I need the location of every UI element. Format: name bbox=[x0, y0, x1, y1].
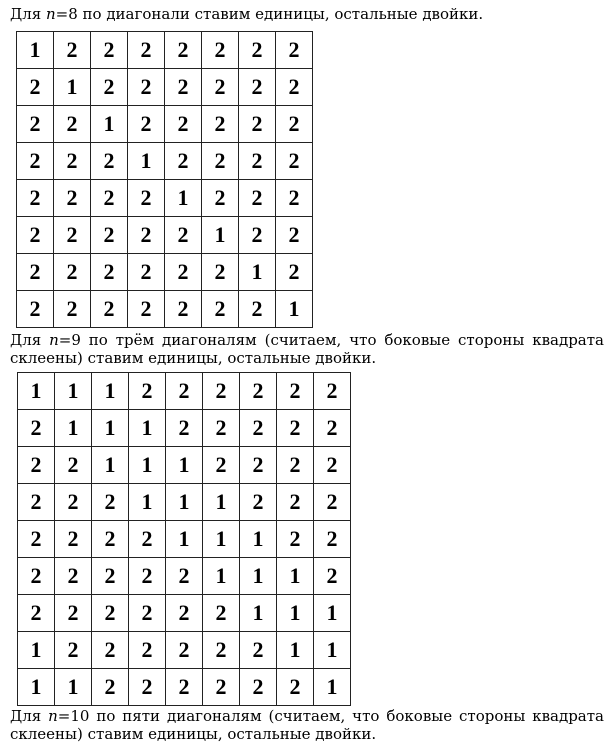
grid-cell: 2 bbox=[202, 254, 239, 291]
grid-cell: 1 bbox=[239, 254, 276, 291]
grid-cell: 2 bbox=[277, 410, 314, 447]
grid-cell: 2 bbox=[17, 180, 54, 217]
grid-cell: 1 bbox=[129, 484, 166, 521]
grid-cell: 2 bbox=[54, 291, 91, 328]
grid-cell: 2 bbox=[314, 373, 351, 410]
grid-cell: 2 bbox=[202, 106, 239, 143]
grid-cell: 2 bbox=[240, 484, 277, 521]
paragraph-n9 bbox=[10, 331, 604, 367]
grid-cell: 2 bbox=[92, 521, 129, 558]
grid-n8 bbox=[16, 31, 313, 328]
grid-cell: 2 bbox=[276, 106, 313, 143]
grid-cell: 2 bbox=[165, 254, 202, 291]
grid-cell: 1 bbox=[166, 484, 203, 521]
grid-cell: 2 bbox=[17, 291, 54, 328]
grid-cell: 2 bbox=[203, 410, 240, 447]
grid-cell: 1 bbox=[92, 410, 129, 447]
grid-cell: 2 bbox=[128, 254, 165, 291]
grid-cell: 2 bbox=[165, 217, 202, 254]
grid-cell: 1 bbox=[18, 669, 55, 706]
grid-cell: 2 bbox=[91, 32, 128, 69]
grid-cell: 2 bbox=[17, 106, 54, 143]
grid-row bbox=[18, 373, 351, 410]
grid-cell: 2 bbox=[166, 632, 203, 669]
grid-cell: 2 bbox=[314, 558, 351, 595]
grid-cell: 1 bbox=[277, 558, 314, 595]
grid-cell: 2 bbox=[239, 106, 276, 143]
grid-cell: 1 bbox=[240, 595, 277, 632]
grid-cell: 2 bbox=[165, 143, 202, 180]
grid-cell: 2 bbox=[203, 373, 240, 410]
grid-cell: 1 bbox=[129, 410, 166, 447]
grid-cell: 2 bbox=[54, 143, 91, 180]
grid-cell: 1 bbox=[240, 521, 277, 558]
paragraph-n9-pre: Для bbox=[10, 331, 50, 349]
grid-cell: 1 bbox=[240, 558, 277, 595]
grid-cell: 2 bbox=[203, 632, 240, 669]
grid-cell: 2 bbox=[92, 632, 129, 669]
grid-row bbox=[18, 595, 351, 632]
grid-cell: 1 bbox=[55, 410, 92, 447]
grid-cell: 2 bbox=[166, 558, 203, 595]
grid-cell: 1 bbox=[92, 373, 129, 410]
grid-cell: 2 bbox=[18, 484, 55, 521]
grid-cell: 2 bbox=[276, 32, 313, 69]
grid-cell: 2 bbox=[240, 373, 277, 410]
grid-cell: 2 bbox=[239, 143, 276, 180]
grid-cell: 2 bbox=[92, 558, 129, 595]
grid-cell: 2 bbox=[239, 32, 276, 69]
grid-cell: 1 bbox=[92, 447, 129, 484]
grid-cell: 2 bbox=[91, 143, 128, 180]
grid-cell: 2 bbox=[55, 484, 92, 521]
grid-cell: 1 bbox=[129, 447, 166, 484]
grid-cell: 2 bbox=[91, 69, 128, 106]
grid-cell: 1 bbox=[55, 669, 92, 706]
grid-cell: 2 bbox=[240, 447, 277, 484]
grid-cell: 1 bbox=[128, 143, 165, 180]
grid-cell: 2 bbox=[18, 447, 55, 484]
grid-cell: 2 bbox=[202, 32, 239, 69]
grid-cell: 2 bbox=[240, 669, 277, 706]
grid-cell: 2 bbox=[165, 291, 202, 328]
grid-cell: 2 bbox=[129, 558, 166, 595]
grid-row bbox=[17, 143, 313, 180]
grid-row bbox=[17, 180, 313, 217]
grid-cell: 2 bbox=[55, 447, 92, 484]
grid-cell: 2 bbox=[166, 595, 203, 632]
grid-cell: 2 bbox=[240, 410, 277, 447]
grid-cell: 2 bbox=[91, 254, 128, 291]
grid-cell: 2 bbox=[314, 521, 351, 558]
grid-row bbox=[17, 291, 313, 328]
grid-cell: 2 bbox=[17, 254, 54, 291]
grid-cell: 2 bbox=[314, 484, 351, 521]
grid-cell: 1 bbox=[166, 447, 203, 484]
grid-cell: 2 bbox=[17, 217, 54, 254]
grid-cell: 2 bbox=[203, 669, 240, 706]
paragraph-n10 bbox=[10, 707, 604, 743]
grid-cell: 2 bbox=[276, 69, 313, 106]
grid-cell: 1 bbox=[203, 558, 240, 595]
grid-cell: 2 bbox=[55, 558, 92, 595]
grid-cell: 2 bbox=[314, 447, 351, 484]
grid-cell: 2 bbox=[128, 106, 165, 143]
grid-cell: 2 bbox=[203, 447, 240, 484]
grid-cell: 1 bbox=[17, 32, 54, 69]
grid-cell: 2 bbox=[129, 595, 166, 632]
grid-cell: 1 bbox=[18, 632, 55, 669]
grid-cell: 2 bbox=[239, 291, 276, 328]
grid-cell: 2 bbox=[17, 69, 54, 106]
grid-row bbox=[17, 32, 313, 69]
grid-cell: 2 bbox=[166, 373, 203, 410]
grid-row bbox=[18, 484, 351, 521]
grid-cell: 1 bbox=[277, 632, 314, 669]
grid-cell: 1 bbox=[276, 291, 313, 328]
grid-cell: 2 bbox=[92, 484, 129, 521]
grid-cell: 2 bbox=[92, 595, 129, 632]
grid-cell: 2 bbox=[128, 180, 165, 217]
grid-cell: 2 bbox=[239, 180, 276, 217]
paragraph-n9-variable: n bbox=[49, 331, 59, 349]
grid-cell: 1 bbox=[55, 373, 92, 410]
grid-cell: 2 bbox=[54, 106, 91, 143]
grid-cell: 2 bbox=[54, 180, 91, 217]
grid-cell: 2 bbox=[129, 373, 166, 410]
grid-cell: 2 bbox=[91, 291, 128, 328]
paragraph-n10-variable: n bbox=[48, 707, 58, 725]
grid-cell: 2 bbox=[277, 484, 314, 521]
grid-cell: 1 bbox=[166, 521, 203, 558]
grid-row bbox=[18, 669, 351, 706]
grid-cell: 2 bbox=[17, 143, 54, 180]
paragraph-n8 bbox=[10, 5, 604, 23]
paragraph-n9-text: =9 по трём диагоналям (считаем, что боковые стороны квадрата склеены) ставим единицы, остальные двойки. bbox=[10, 331, 604, 367]
grid-cell: 1 bbox=[91, 106, 128, 143]
grid-cell: 1 bbox=[54, 69, 91, 106]
grid-cell: 1 bbox=[314, 632, 351, 669]
grid-cell: 2 bbox=[239, 69, 276, 106]
grid-cell: 1 bbox=[277, 595, 314, 632]
grid-row bbox=[18, 410, 351, 447]
grid-cell: 2 bbox=[203, 595, 240, 632]
grid-row bbox=[17, 69, 313, 106]
grid-cell: 2 bbox=[18, 521, 55, 558]
grid-cell: 2 bbox=[202, 69, 239, 106]
paragraph-n8-pre: Для bbox=[10, 5, 46, 23]
grid-cell: 2 bbox=[202, 143, 239, 180]
grid-row bbox=[17, 254, 313, 291]
grid-row bbox=[18, 558, 351, 595]
grid-cell: 2 bbox=[54, 254, 91, 291]
grid-cell: 1 bbox=[165, 180, 202, 217]
paragraph-n8-variable: n bbox=[45, 5, 56, 23]
grid-cell: 2 bbox=[129, 521, 166, 558]
grid-cell: 2 bbox=[166, 669, 203, 706]
grid-cell: 2 bbox=[202, 291, 239, 328]
grid-cell: 2 bbox=[128, 69, 165, 106]
grid-cell: 2 bbox=[129, 632, 166, 669]
grid-cell: 2 bbox=[128, 217, 165, 254]
grid-cell: 2 bbox=[129, 669, 166, 706]
grid-cell: 2 bbox=[277, 373, 314, 410]
grid-row bbox=[17, 106, 313, 143]
grid-cell: 1 bbox=[203, 484, 240, 521]
grid-cell: 1 bbox=[314, 669, 351, 706]
grid-cell: 2 bbox=[240, 632, 277, 669]
grid-cell: 2 bbox=[91, 217, 128, 254]
grid-cell: 2 bbox=[314, 410, 351, 447]
grid-cell: 2 bbox=[18, 558, 55, 595]
grid-n9 bbox=[17, 372, 351, 706]
grid-cell: 2 bbox=[55, 632, 92, 669]
grid-cell: 2 bbox=[239, 217, 276, 254]
grid-row bbox=[17, 217, 313, 254]
grid-cell: 2 bbox=[276, 143, 313, 180]
grid-row bbox=[18, 447, 351, 484]
grid-cell: 2 bbox=[128, 32, 165, 69]
grid-cell: 1 bbox=[203, 521, 240, 558]
grid-cell: 2 bbox=[128, 291, 165, 328]
grid-cell: 1 bbox=[202, 217, 239, 254]
grid-cell: 1 bbox=[18, 373, 55, 410]
grid-cell: 2 bbox=[55, 595, 92, 632]
grid-cell: 2 bbox=[277, 669, 314, 706]
grid-cell: 2 bbox=[18, 410, 55, 447]
grid-cell: 2 bbox=[18, 595, 55, 632]
grid-cell: 2 bbox=[92, 669, 129, 706]
grid-cell: 2 bbox=[277, 521, 314, 558]
paragraph-n8-text: =8 по диагонали ставим единицы, остальные двойки. bbox=[55, 5, 484, 23]
paragraph-n10-pre: Для bbox=[10, 707, 49, 725]
paragraph-n10-text: =10 по пяти диагоналям (считаем, что боковые стороны квадрата склеены) ставим единицы, остальные двойки. bbox=[10, 707, 604, 743]
grid-cell: 2 bbox=[54, 217, 91, 254]
grid-cell: 2 bbox=[165, 106, 202, 143]
grid-cell: 2 bbox=[165, 69, 202, 106]
grid-cell: 2 bbox=[276, 217, 313, 254]
grid-row bbox=[18, 521, 351, 558]
grid-cell: 1 bbox=[314, 595, 351, 632]
grid-row bbox=[18, 632, 351, 669]
grid-cell: 2 bbox=[165, 32, 202, 69]
grid-cell: 2 bbox=[202, 180, 239, 217]
grid-cell: 2 bbox=[54, 32, 91, 69]
grid-cell: 2 bbox=[91, 180, 128, 217]
grid-cell: 2 bbox=[277, 447, 314, 484]
grid-cell: 2 bbox=[276, 254, 313, 291]
grid-cell: 2 bbox=[55, 521, 92, 558]
grid-cell: 2 bbox=[276, 180, 313, 217]
grid-cell: 2 bbox=[166, 410, 203, 447]
